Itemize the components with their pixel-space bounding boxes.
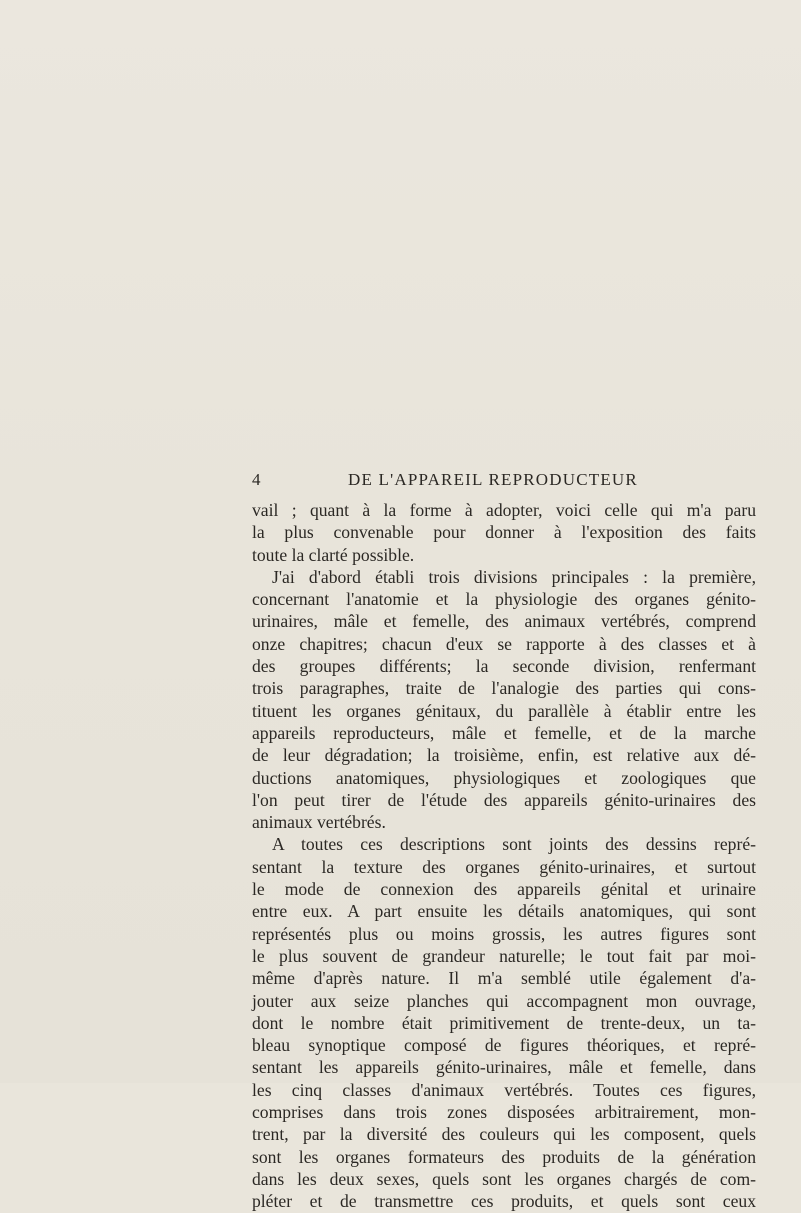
text-line: sentant la texture des organes génito-urinaires, et surtout bbox=[252, 856, 756, 877]
text-line: la plus convenable pour donner à l'exposition des faits bbox=[252, 522, 756, 543]
text-line: vail ; quant à la forme à adopter, voici celle qui m'a paru bbox=[252, 500, 756, 520]
text-line: toute la clarté possible. bbox=[252, 544, 415, 565]
text-line: les cinq classes d'animaux vertébrés. Toutes ces figures, bbox=[252, 1079, 756, 1100]
text-line: concernant l'anatomie et la physiologie des organes génito- bbox=[252, 589, 756, 610]
text-line: sentant les appareils génito-urinaires, mâle et femelle, dans bbox=[252, 1057, 756, 1078]
text-line: jouter aux seize planches qui accompagnent mon ouvrage, bbox=[252, 990, 756, 1011]
running-head bbox=[252, 470, 756, 492]
text-line: dont le nombre était primitivement de trente-deux, un ta- bbox=[252, 1012, 756, 1033]
text-line: A toutes ces descriptions sont joints des dessins repré- bbox=[272, 834, 756, 855]
text-line: ductions anatomiques, physiologiques et zoologiques que bbox=[252, 767, 756, 788]
running-head-title: DE L'APPAREIL REPRODUCTEUR bbox=[348, 470, 638, 489]
text-line: bleau synoptique composé de figures théoriques, et repré- bbox=[252, 1035, 756, 1056]
text-line: de leur dégradation; la troisième, enfin, est relative aux dé- bbox=[252, 745, 756, 766]
text-line: J'ai d'abord établi trois divisions principales : la première, bbox=[272, 566, 756, 587]
text-line: dans les deux sexes, quels sont les organes chargés de com- bbox=[252, 1168, 756, 1189]
page-number: 4 bbox=[252, 470, 261, 489]
text-line: le mode de connexion des appareils génital et urinaire bbox=[252, 879, 756, 900]
text-line: même d'après nature. Il m'a semblé utile également d'a- bbox=[252, 968, 756, 989]
text-line: trent, par la diversité des couleurs qui les composent, quels bbox=[252, 1124, 756, 1145]
text-line: urinaires, mâle et femelle, des animaux vertébrés, comprend bbox=[252, 611, 756, 632]
text-line: onze chapitres; chacun d'eux se rapporte à des classes et à bbox=[252, 633, 756, 654]
text-line: représentés plus ou moins grossis, les autres figures sont bbox=[252, 923, 756, 944]
text-line: pléter et de transmettre ces produits, et quels sont ceux bbox=[252, 1191, 756, 1212]
text-line: appareils reproducteurs, mâle et femelle, et de la marche bbox=[252, 722, 756, 743]
text-line: l'on peut tirer de l'étude des appareils génito-urinaires des bbox=[252, 789, 756, 810]
text-line: animaux vertébrés. bbox=[252, 812, 386, 833]
body-text bbox=[252, 499, 756, 1213]
text-line: des groupes différents; la seconde division, renfermant bbox=[252, 656, 756, 677]
text-line: comprises dans trois zones disposées arbitrairement, mon- bbox=[252, 1102, 756, 1123]
text-line: tituent les organes génitaux, du parallèle à établir entre les bbox=[252, 700, 756, 721]
text-line: le plus souvent de grandeur naturelle; le tout fait par moi- bbox=[252, 945, 756, 966]
text-line: entre eux. A part ensuite les détails anatomiques, qui sont bbox=[252, 901, 756, 922]
text-line: trois paragraphes, traite de l'analogie des parties qui cons- bbox=[252, 678, 756, 699]
text-line: sont les organes formateurs des produits de la génération bbox=[252, 1146, 756, 1167]
